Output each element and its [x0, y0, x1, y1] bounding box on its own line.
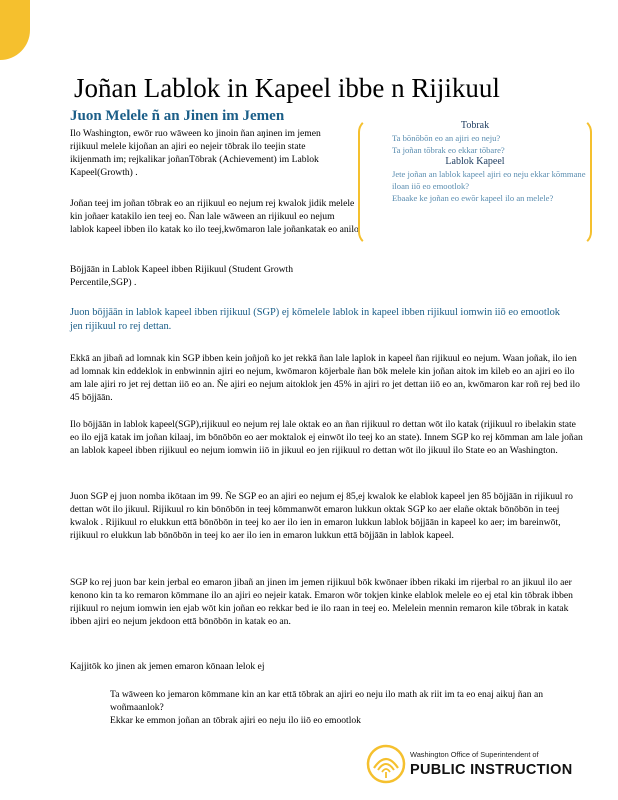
body-paragraph-1: Ekkā an jibañ ad lomnak kin SGP ibben kein joñjoñ ko jet rekkā ñan lale laplok in kapeel ñan rijikuul eo nejum. Waan joñak, ilo ien ad lomnak kin eddeklok in enbwinnin ajiri eo nejum, kwōmaron kōjerbale ñan bōk melele kin joñan aitok im kileb eo an ajiri eo ilo am lale ajiri ro jet rej dettan iiō eo an. Ñe ajiri eo nejum aitoklok jen 45% in ajiri ro jet dettan iiō eo an, kwōmaron kar roñ rej bed ilo 45 bōjjāān.: [70, 353, 580, 403]
logo-main-line: PUBLIC INSTRUCTION: [410, 762, 573, 778]
intro-paragraph-2: Joñan teej im joñan tōbrak eo an rijikuul eo nejum rej kwalok jidik melele kin joñaer katakilo ien teej eo. Ñan lale wāween an rijikuul eo nejum lablok kapeel ibben ilo katak ko ilo teej,kwōmaron lale joñankatak eo anilo: [70, 198, 359, 235]
list-item: [374, 144, 590, 156]
body-paragraph-3: Juon SGP ej juon nomba ikōtaan im 99. Ñe SGP eo an ajiri eo nejum ej 85,ej kwalok ke elablok kapeel jen 85 bōjjāān in rijikuul ro dettan wōt ilo jikuul. Rijikuul ro kin bōnōbōn in teej kōmmanwōt emaron lukkun oktak SGP ko aer elañe oktak bōnōbōn in teej kwalok . Rijikuul ro elukkun ettā bōnōbōn in teej ko aer ilo ien in emaron lukkun lablok bōjjāān in kapeel ko aer; im bareinwōt, rijikuul ro elukkun lab bōnōbōn in teej ko aer ilo ien in emaron lukkun ettā bōjjāān in lablok kapeel.: [70, 491, 573, 541]
page-subtitle: Juon Melele ñ an Jinen im Jemen: [70, 108, 285, 124]
logo-org-line: Washington Office of Superintendent of: [410, 750, 539, 759]
list-item: [90, 688, 590, 714]
sidebar-lablok-heading: Lablok Kapeel: [445, 156, 505, 167]
list-item-text: Ta joñan tōbrak eo ekkar tōbare?: [392, 145, 505, 155]
list-item-text: Ta bōnōbōn eo an ajiri eo neju?: [392, 133, 501, 143]
sidebar-tobrak-heading: Tobrak: [460, 120, 490, 131]
sidebar-tobrak-list: [360, 132, 590, 156]
list-item-text: Ebaake ke joñan eo ewōr kapeel ilo an melele?: [392, 193, 554, 203]
page-title: Joñan Lablok in Kapeel ibbe n Rijikuul: [74, 73, 500, 103]
list-item: [374, 168, 590, 192]
list-item-text: Jete joñan an lablok kapeel ajiri eo neju ekkar kōmmane iloan iiō eo emootlok?: [392, 169, 586, 191]
list-item: [374, 132, 590, 144]
body-paragraph-4: SGP ko rej juon bar kein jerbal eo emaron jibañ an jinen im jemen rijikuul bōk kwōnaer ibben rikaki im rijerbal ro an jikuul ilo aer kenono kin ta ko remaron kōmmane ilo an ajiri eo nejeir katak. Emaron wōr tokjen kinke elablok melele eo ej etal kin tōbrak ibben rijikuul ro nejum iomwin ien ejab wōt kin joñan eo rekkar bed ie ilo raan in teej eo. Melelein mennin remaron kile tōbrak in katak ibben ajiri eo nejum jekdoon ettā bōnōbōn in katak eo an.: [70, 577, 573, 627]
body-paragraph-5: Kajjitōk ko jinen ak jemen emaron kōnaan lelok ej: [70, 661, 265, 672]
sunrise-logo-icon: [366, 744, 406, 784]
sidebar-box: [358, 118, 592, 246]
sgp-definition-heading: Juon bōjjāān in lablok kapeel ibben rijikuul (SGP) ej kōmelele lablok in kapeel ibben rijikuul iomwin iiō eo emootlok jen rijikuul ro rej dettan.: [70, 307, 560, 332]
sidebar-lablok-list: [360, 168, 590, 204]
body-paragraph-2: Ilo bōjjāān in lablok kapeel(SGP),rijikuul eo nejum rej lale oktak eo an ñan rijikuul ro dettan wōt ilo katak (rijikuul ro ibelakin state eo ilo ejjā katak im joñan kilaaj, im bōnōbōn eo aer moktalok ej einwōt ilo teej ko an state). Innem SGP ko rej kōmman am lale joñan an lablok kapeel ibben rijikuul eo nejum iomwin iiō in jikuul eo jen rijikuul ro dettan wōt ilo jikuul ilo State eo an Washington.: [70, 419, 583, 456]
questions-list: [90, 688, 590, 727]
list-item-text: Ta wāween ko jemaron kōmmane kin an kar ettā tōbrak an ajiri eo neju ilo math ak riit im ta eo enaj aikuj ñan an woñmaanlok?: [110, 689, 544, 713]
intro-paragraph-1: Ilo Washington, ewōr ruo wāween ko jinoin ñan aŋinen im jemen rijikuul melele kijoñan an ajiri eo nejeir tōbrak ilo teejin state ikijenmath im; rejkalikar joñanTōbrak (Achievement) im Lablok Kapeel(Growth) .: [70, 128, 321, 178]
gold-corner-accent: [0, 0, 30, 60]
ospi-logo: [366, 744, 586, 784]
list-item: [90, 714, 590, 727]
list-item: [374, 192, 590, 204]
list-item-text: Ekkar ke emmon joñan an tōbrak ajiri eo neju ilo iiō eo emootlok: [110, 715, 361, 726]
intro-paragraph-3: Bōjjāān in Lablok Kapeel ibben Rijikuul (Student Growth Percentile,SGP) .: [70, 264, 294, 288]
